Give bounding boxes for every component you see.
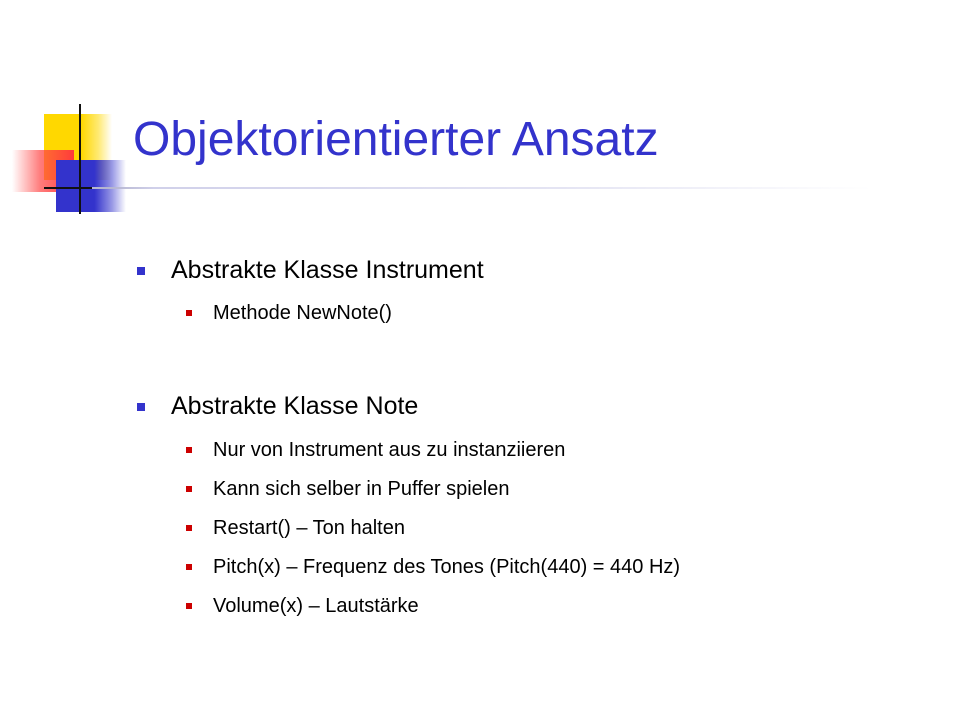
- bullet-level2-text: Nur von Instrument aus zu instanziieren: [213, 439, 566, 461]
- bullet-level2-text: Volume(x) – Lautstärke: [213, 595, 419, 617]
- bullet-level2-text: Methode NewNote(): [213, 302, 392, 324]
- bullet-level2-icon: [186, 447, 192, 453]
- bullet-level2-icon: [186, 525, 192, 531]
- bullet-level1-icon: [137, 267, 145, 275]
- bullet-level1-text: Abstrakte Klasse Instrument: [171, 256, 484, 284]
- slide-title: Objektorientierter Ansatz: [133, 113, 659, 166]
- bullet-level2-text: Pitch(x) – Frequenz des Tones (Pitch(440) = 440 Hz): [213, 556, 681, 578]
- bullet-level2-text: Restart() – Ton halten: [213, 517, 405, 539]
- bullet-level2-icon: [186, 486, 192, 492]
- bullet-level2-icon: [186, 603, 192, 609]
- bullet-level2-icon: [186, 310, 192, 316]
- bullet-level1-text: Abstrakte Klasse Note: [171, 392, 419, 420]
- bullet-level2-text: Kann sich selber in Puffer spielen: [213, 478, 510, 500]
- bullet-level1-icon: [137, 403, 145, 411]
- bullet-level2-icon: [186, 564, 192, 570]
